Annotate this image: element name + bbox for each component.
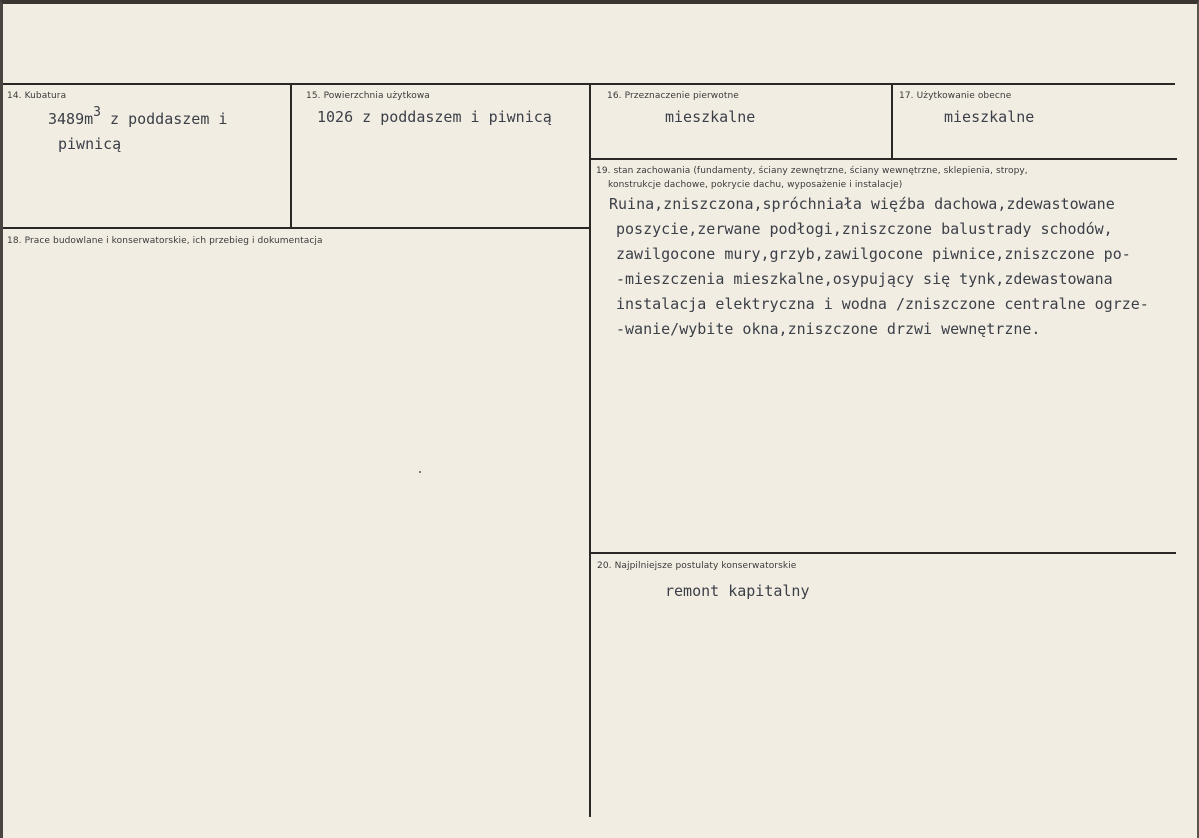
main-vertical-divider <box>589 84 591 817</box>
field-19-line: -wanie/wybite okna,zniszczone drzwi wewnętrzne. <box>616 320 1041 338</box>
field-15-label: 15. Powierzchnia użytkowa <box>306 91 430 101</box>
rule-under-16-17 <box>590 158 1177 160</box>
field-17-value: mieszkalne <box>944 108 1035 126</box>
field-19-label-line1: 19. stan zachowania (fundamenty, ściany zewnętrzne, ściany wewnętrzne, sklepienia, stropy, <box>596 166 1028 176</box>
field-14-value-sup: 3 <box>93 105 101 120</box>
field-20-value: remont kapitalny <box>665 582 810 600</box>
field-14-value-line2: piwnicą <box>58 135 122 153</box>
rule-under-14-15 <box>3 227 590 229</box>
field-19-line: instalacja elektryczna i wodna /zniszczone centralne ogrze- <box>616 295 1149 313</box>
field-16-value: mieszkalne <box>665 108 756 126</box>
rule-above-20 <box>590 552 1176 554</box>
field-16-label: 16. Przeznaczenie pierwotne <box>607 91 739 101</box>
field-18-label: 18. Prace budowlane i konserwatorskie, ich przebieg i dokumentacja <box>7 236 323 246</box>
field-19-line: Ruina,zniszczona,spróchniała więźba dachowa,zdewastowane <box>609 195 1115 213</box>
field-19-line: zawilgocone mury,grzyb,zawilgocone piwnice,zniszczone po- <box>616 245 1131 263</box>
field-19-line: poszycie,zerwane podłogi,zniszczone balustrady schodów, <box>616 220 1113 238</box>
field-19-line: -mieszczenia mieszkalne,osypujący się tynk,zdewastowana <box>616 270 1113 288</box>
field-14-value-main: 3489m <box>48 110 94 128</box>
field-17-label: 17. Użytkowanie obecne <box>899 91 1012 101</box>
divider-16-17 <box>891 84 893 158</box>
field-20-label: 20. Najpilniejsze postulaty konserwatorskie <box>597 561 797 571</box>
field-15-value: 1026 z poddaszem i piwnicą <box>317 108 552 126</box>
field-14-label: 14. Kubatura <box>7 91 67 101</box>
field-19-label-line2: konstrukcje dachowe, pokrycie dachu, wyposażenie i instalacje) <box>608 180 903 190</box>
field-14-value-rest: z poddaszem i <box>100 110 228 128</box>
paper-speck <box>419 471 421 473</box>
field-14-value <box>48 107 227 128</box>
divider-14-15 <box>290 84 292 228</box>
